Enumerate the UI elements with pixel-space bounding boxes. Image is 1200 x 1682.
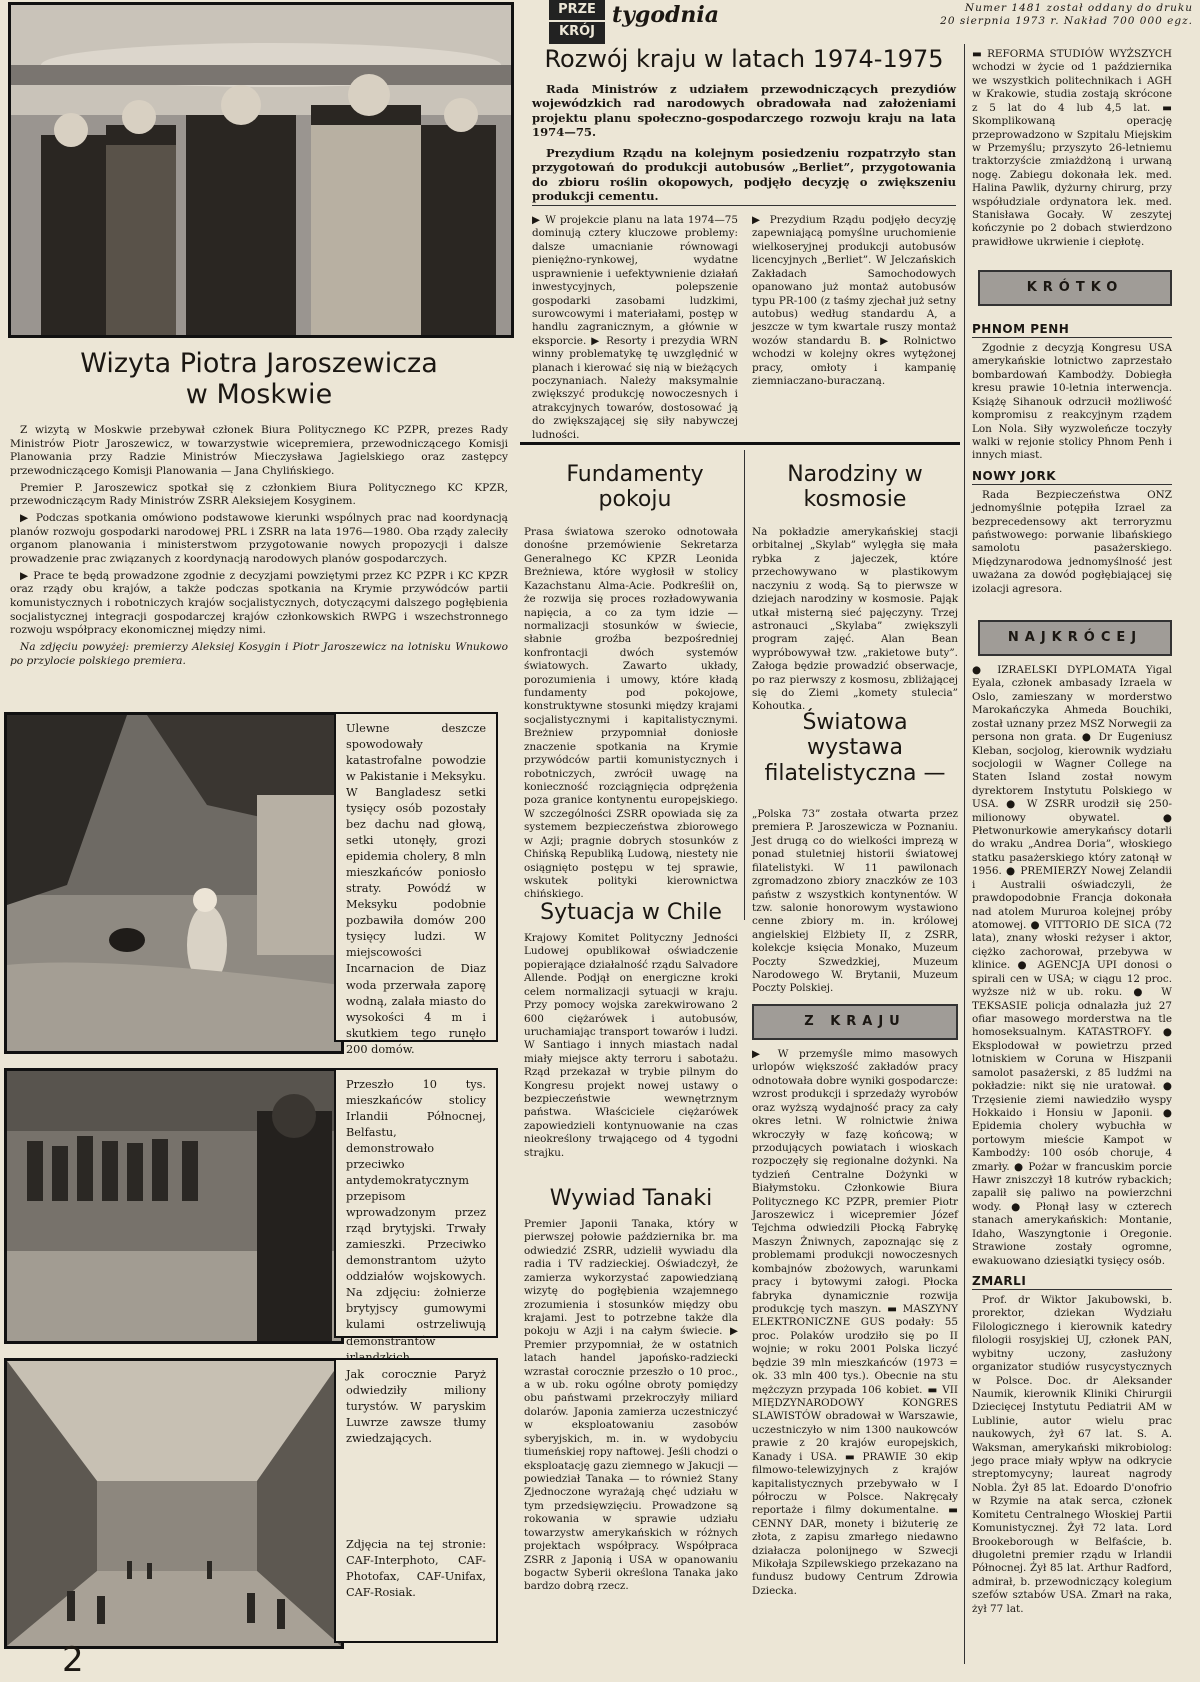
development-column-1: ▶ W projekcie planu na lata 1974—75 dominują cztery kluczowe problemy: dalsze umacnianie równowagi pieniężno-rynkowej, wydatne usprawnienie i uefektywnienie działań inwestycyjnych, polepszenie gospodarki zasobami ludzkimi, surowcowymi i materiałami, postęp w handlu zagranicznym, a głównie w eksporcie. ▶ Resorty i prezydia WRN winny problematykę tę uwzględnić w planach i kierować się nią w bieżących poczynaniach. Należy maksymalnie zwiększyć produkcję nowoczesnych i atrakcyjnych towarów, dostosować ją do zwiększającej się siły nabywczej ludności. — [532, 214, 738, 441]
phnom-penh-heading: PHNOM PENH — [972, 322, 1172, 338]
najkrocej-banner: NAJKRÓCEJ — [978, 620, 1172, 656]
logo-top: PRZE — [549, 0, 605, 22]
foundations-title: Fundamenty pokoju — [566, 462, 704, 513]
issue-line-2: 20 sierpnia 1973 r. Nakład 700 000 egz. — [940, 15, 1193, 28]
issue-info — [888, 2, 1193, 28]
visit-article — [10, 340, 508, 700]
development-lead-2: Prezydium Rządu na kolejnym posiedzeniu rozpatrzyło stan przygotowań do produkcji autobusów „Berliet”, przygotowania do zbioru roślin okopowych, podjęło decyzję o zwiększeniu produkcji cementu. — [532, 146, 956, 204]
foundations-text: Prasa światowa szeroko odnotowała donośne przemówienie Sekretarza Generalnego KC KPZR Leonida Breżniewa, które wygłosił w stolicy Kazachstanu Alma-Acie. Podkreślił on, że rozwija się proces rozładowywania napięcia, a co za tym idzie — normalizacji stosunków w świecie, słabnie groźba bezpośredniej konfrontacji dwóch systemów światowych. Zawarto układy, porozumienia i umowy, które kładą fundamenty pod pokojowe, konstruktywne stosunki między krajami socjalistycznymi i kapitalistycznymi. Breżniew przypomniał doniosłe znaczenie spotkania na Krymie przywódców partii komunistycznych i robotniczych, zwrócił uwagę na konieczność rozciągnięcia odprężenia poza granice kontynentu europejskiego. W szczególności ZSRR opowiada się za systemem bezpieczeństwa zbiorowego w Azji; pragnie dobrych stosunków z Chińską Republiką Ludową, niestety nie osiągnięto postępu w tej sprawie, wskutek polityki kierownictwa chińskiego. — [524, 526, 738, 901]
philately-text: „Polska 73” została otwarta przez premiera P. Jaroszewicza w Poznaniu. Jest drugą co do wielkości imprezą w ponad stuletniej historii światowej filatelistyki. W 11 pawilonach zgromadzono zbiory znaczków ze 103 państw z wszystkich kontynentów. W tzw. salonie honorowym wystawiono cenne zbiory m. in. królowej angielskiej Elżbiety II, z ZSRR, kolekcje księcia Monako, Muzeum Poczty Szwedzkiej, Muzeum Narodowego W. Brytanii, Muzeum Poczty Polskiej. — [752, 808, 958, 995]
photo-credits: Zdjęcia na tej stronie: CAF-Interphoto, CAF-Photofax, CAF-Unifax, CAF-Rosiak. — [346, 1538, 486, 1600]
masthead-subtitle: tygodnia — [612, 2, 719, 28]
caption-belfast: Przeszło 10 tys. mieszkańców stolicy Irlandii Północnej, Belfastu, demonstrowało przeciwko antydemokratycznym przepisom wprowadzonym przez rząd brytyjski. Trwały zamieszki. Przeciwko demonstrantom użyto oddziałów wojskowych. Na zdjęciu: żołnierze brytyjscy gumowymi kulami ostrzeliwują demonstrantów — [334, 1068, 498, 1338]
birthday-title: Narodziny w kosmosie — [787, 462, 923, 513]
new-york-text: Rada Bezpieczeństwa ONZ jednomyślnie potępiła Izrael za bezprecedensowy akt terroryzmu państwowego: porwanie libańskiego samolotu pasażerskiego. Międzynarodowa jednomyślność jest uważana za dowód pogłębiającej się izolacji agresora. — [972, 488, 1172, 595]
photo-louvre — [4, 1358, 344, 1649]
visit-paragraph-1: Z wizytą w Moskwie przebywał członek Biura Politycznego KC PZPR, prezes Rady Ministrów Piotr Jaroszewicz, w towarzystwie wicepremiera, przewodniczącego Komisji Planowania przy Radzie Ministrów Mieczysława Jagielskiego oraz zastępcy przewodniczącego Komisji Planowania — Jana Chylińskiego. — [10, 424, 508, 478]
issue-line-1: Numer 1481 został oddany do druku — [964, 2, 1193, 14]
photo-belfast — [4, 1068, 344, 1344]
krotko-banner: KRÓTKO — [978, 270, 1172, 306]
development-column-2: ▶ Prezydium Rządu podjęło decyzję zapewniającą pomyślne uruchomienie wielkoseryjnej produkcji autobusów licencyjnych „Berliet”. W Jelczańskich Zakładach Samochodowych opanowano już montaż autobusów typu PR-100 (z taśmy zjechał już setny autobus) według standardu A, a jeszcze w tym kwartale ruszy montaż wozów standardu B. ▶ Rolnictwo wchodzi w kolejny okres wytężonej pracy, omłoty i kampanię ziemniaczano-buraczaną. — [752, 214, 956, 388]
page-number: 2 — [62, 1640, 84, 1680]
obituaries-heading: ZMARLI — [972, 1274, 1172, 1290]
visit-title: Wizyta Piotra Jaroszewicza w Moskwie — [80, 348, 438, 411]
phnom-penh-text: Zgodnie z decyzją Kongresu USA amerykańskie lotnictwo zaprzestało bombardowań Kambodży. Dobiegła kresu prawie 10-letnia interwencja. Książę Sihanouk odrzucił możliwość kompromisu z reakcyjnym rządem Lon Nola. Siły wyzwoleńcze toczyły walki w rejonie stolicy Phnom Penh i innych miast. — [972, 342, 1172, 462]
chile-title: Sytuacja w Chile — [540, 900, 722, 925]
new-york-heading: NOWY JORK — [972, 469, 1172, 485]
obituaries-text: Prof. dr Wiktor Jakubowski, b. prorektor, dziekan Wydziału Filologicznego i kierownik katedry filologii rosyjskiej UJ, członek PAN, wybitny uczony, zasłużony organizator studiów rusycystycznych w Polsce. Doc. dr Aleksander Naumik, kierownik Kliniki Chirurgii Dziecięcej Instytutu Pediatrii AM w Lublinie, autor wielu prac naukowych, żył 67 lat. S. A. Waksman, amerykański mikrobiolog: jego prace miały wpływ na odkrycie streptomycyny; laureat nagrody Nobla. Żył 85 lat. Edoardo D'onofrio w Rzymie na atak serca, członek Komitetu Centralnego Włoskiej Partii Komunistycznej. Żył 72 lata. Lord Brookeborough w Belfaście, b. długoletni premier rządu w Irlandii Północnej. Żył 85 lat. Arthur Radford, admirał, b. przewodniczący kolegium szefów sztabów USA. Zmarł na raka, żył 77 lat. — [972, 1294, 1172, 1615]
z-kraju-banner: Z KRAJU — [752, 1004, 958, 1040]
visit-paragraph-2: Premier P. Jaroszewicz spotkał się z członkiem Biura Politycznego KC KPZR, przewodniczącym Rady Ministrów ZSRR Aleksiejem Kosyginem. — [10, 481, 508, 508]
visit-photo-caption: Na zdjęciu powyżej: premierzy Aleksiej Kosygin i Piotr Jaroszewicz na lotnisku Wnukowo po przylocie polskiego premiera. — [10, 640, 508, 667]
z-kraju-text: ▶ W przemyśle mimo masowych urlopów większość zakładów pracy odnotowała dobre wyniki gospodarcze: wzrost produkcji i sprzedaży wyrobów oraz wyższą wydajność pracy za cały okres letni. W rolnictwie żniwa wkroczyły w fazę końcową; w przodujących powiatach i wioskach rozpoczęły się regionalne dożynki. Na tydzień Centralne Dożynki w Białymstoku. Członkowie Biura Politycznego KC PZPR, premier Piotr Jaroszewicz i wicepremier Józef Tejchma odwiedzili Płocką Fabrykę Maszyn Żniwnych, zapoznając się z problemami produkcji nowoczesnych kombajnów zbożowych, warunkami pracy i bytowymi załogi. Płocka fabryka dynamicznie rozwija produkcję tych maszyn. ▬ MASZYNY ELEKTRONICZNE GUS podały: 55 proc. Polaków urodziło się po II wojnie; w roku 2001 Polska liczyć będzie 39 mln mieszkańców (1973 = ok. 33 mln 400 tys.). Obecnie na stu mężczyzn przypada 106 kobiet. ▬ VII MIĘDZYNARODOWY KONGRES SLAWISTÓW obradował w Warszawie, uczestniczyło w nim 1300 naukowców prawie z 20 krajów europejskich, Kanady i USA. ▬ PRAWIE 30 ekip filmowo-telewizyjnych z krajów kapitalistycznych przebywało w I półroczu w Polsce. Nakręcały reportaże i filmy dokumentalne. ▬ CENNY DAR, monety i biżuterię ze złota, z zapisu zmarłego niedawno działacza polonijnego w Szwecji Mikołaja Szpilewskiego przekazano na fundusz budowy Centrum Zdrowia Dziecka. — [752, 1048, 958, 1597]
visit-paragraph-3: ▶ Podczas spotkania omówiono podstawowe kierunki wspólnych prac nad koordynacją planów rozwoju gospodarki narodowej PRL i ZSRR na lata 1976—1980. Oba rządy zaleciły organom planowania i ministerstwom przygotowanie nowych propozycji i dalsze prowadzenie prac związanych z koordynacją narodowych planów gospodarczych. — [10, 512, 508, 565]
reform-text: ▬ REFORMA STUDIÓW WYŻSZYCH wchodzi w życie od 1 października we wszystkich politechnikach i AGH w Krakowie, studia zostają skrócone z 5 lat do 4 lub 4,5 lat. ▬ Skomplikowaną operację przeprowadzono w Szpitalu Miejskim w Przemyślu; przyszyto 26-letniemu traktorzyście zmiażdżoną i urwaną nogę. Zabiegu dokonała lek. med. Halina Pawlik, dyżurny chirurg, przy współudziale ordynatora lek. med. Stanisława Gocały. W zeszytej kończynie po 2 dobach stwierdzono prawidłowe ukrwienie i ciepłotę. — [972, 48, 1172, 248]
photo-kosygin-jaroszewicz — [8, 2, 514, 338]
development-title: Rozwój kraju w latach 1974-1975 — [544, 45, 944, 73]
visit-paragraph-4: ▶ Prace te będą prowadzone zgodnie z decyzjami powziętymi przez KC PZPR i KC KPZR oraz rządy obu krajów, a także podczas spotkania na Krymie przywódców partii komunistycznych i robotniczych krajów socjalistycznych, dotyczącymi dalszego pogłębienia socjalistycznej integracji gospodarczej krajów członkowskich RWPG i wszechstronnego rozwoju współpracy ekonomicznej między nimi. — [10, 569, 508, 637]
tanaka-title: Wywiad Tanaki — [549, 1186, 713, 1211]
logo-bottom: KRÓJ — [559, 24, 595, 39]
caption-floods: Ulewne deszcze spowodowały katastrofalne powodzie w Pakistanie i Meksyku. W Bangladesz setki tysięcy osób pozostały bez dachu nad głową, setki utonęły, grozi epidemia cholery, 8 mln mieszkańców poniosło straty. Powódź w Meksyku podobnie pozbawiła domów 200 tysięcy ludzi. W miejscowości Incarnacion de Diaz woda przerwała zaporę wodną, zalała miasto do wysokości 4 m i skutkiem tego runęło 200 domów. — [334, 712, 498, 1042]
najkrocej-text: ● IZRAELSKI DYPLOMATA Yigal Eyala, członek ambasady Izraela w Oslo, zamieszany w morderstwo Marokańczyka Ahmeda Bouchiki, został uznany przez MSZ Norwegii za persona non grata. ● Dr Eugeniusz Kleban, socjolog, kierownik wydziału socjologii w Wagner College na Staten Island został nowym dyrektorem Instytutu Polskiego w USA. ● W ZSRR urodził się 250-milionowy obywatel. ● Płetwonurkowie amerykańscy dotarli do wraku „Andrea Doria”, włoskiego statku pasażerskiego który zatonął w 1956. ● PREMIERZY Nowej Zelandii i Australii oświadczyli, że prawdopodobnie Francja dokonała nad atolem Mururoa kolejnej próby atomowej. ● VITTORIO DE SICA (72 lata), znany włoski reżyser i aktor, ciężko zachorował, przebywa w klinice. ● AGENCJA UPI donosi o spirali cen w USA; w ciągu 12 proc. wyższe niż w ub. roku. ● W TEKSASIE policja odnalazła już 27 ofiar masowego morderstwa na tle homoseksualnym. KATASTROFY. ● Eksplodował w powietrzu przed lotniskiem w Coruna w Hiszpanii samolot pasażerski, z 85 ludźmi na pokładzie: nikt się nie uratował. ● Trzęsienie ziemi nawiedziło wyspy Hokkaido i Honsiu w Japonii. ● Epidemia cholery wybuchła w portowym mieście Kampot w Kambodży: 100 osób choruje, 4 zmarły. ● Pożar w francuskim porcie Hawr zniszczył 18 kutrów rybackich; zapalił się paliwo na powierzchni wody. ● Płonął lasy w czterech stanach amerykańskich: Montanie, Idaho, Waszyngtonie i Oregonie. Strawione zostały ogromne, ewakuowano dziesiątki tysięcy osób. — [972, 664, 1172, 1267]
tanaka-text: Premier Japonii Tanaka, który w pierwszej połowie października br. ma odwiedzić ZSRR, udzielił wywiadu dla radia i TV radzieckiej. Oświadczył, że zamierza wykorzystać zapowiedzianą wizytę do pogłębienia wzajemnego zrozumienia i stosunków między obu krajami. Jest to potrzebne także dla pokoju w Azji i na całym świecie. ▶ Premier przypomniał, że w ostatnich latach handel japońsko-radziecki wzrastał corocznie przeszło o 10 proc., a w ub. roku ogólne obroty pomiędzy obu państwami przekroczyły miliard dolarów. Japonia zamierza uczestniczyć w eksploatowaniu zasobów syberyjskich, m. in. w wydobyciu tiumeńskiej ropy naftowej. Jeśli chodzi o eksploatację gazu ziemnego w Jakucji — powiedział Tanaka — to również Stany Zjednoczone wyrażają chęć udziału w tym przedsięwzięciu. Prowadzone są rokowania w sprawie udziału towarzystw amerykańskich w różnych projektach współpracy. Współpraca ZSRR z Japonią i USA w opanowaniu bogactw Syberii określona Tanaka jako bardzo dobrą rzecz. — [524, 1218, 738, 1593]
caption-louvre — [334, 1358, 498, 1643]
development-lead-1: Rada Ministrów z udziałem przewodniczących prezydiów wojewódzkich rad narodowych obradowała nad założeniami projektu planu społeczno-gospodarczego rozwoju kraju na lata 1974—75. — [532, 82, 956, 140]
chile-text: Krajowy Komitet Polityczny Jedności Ludowej opublikował oświadczenie popierające działalność rządu Salvadore Allende. Podjął on energiczne kroki celem normalizacji sytuacji w kraju. Przy pomocy wojska zarekwirowano 2 600 ciężarówek i autobusów, uruchamiając transport towarów i ludzi. W Santiago i innych miastach nadal miały miejsce akty terroru i sabotażu. Rząd przekazał w trybie pilnym do Kongresu projekt nowej ustawy o bezpieczeństwie wewnętrznym państwa. Właściciele ciężarówek zapowiedzieli kontynuowanie na czas nieokreślony trwającego od 4 tygodni strajku. — [524, 932, 738, 1159]
obituaries — [972, 1268, 1172, 1663]
birthday-text: Na pokładzie amerykańskiej stacji orbitalnej „Skylab” wylęgła się mała rybka z jajeczek, które przechowywano w plastikowym naczyniu z wodą. Są to pierwsze w dziejach narodziny w kosmosie. Pająk utkał misterną sieć pajęczyny. Trzej astronauci „Skylaba” zwiększyli program zajęć. Alan Bean wypróbowywał tzw. „rakietowe buty”. Załoga będzie prowadzić obserwacje, po raz pierwszy z kosmosu, zbliżającej się do Ziemi „komety stulecia” Kohoutka. — [752, 526, 958, 713]
logo — [549, 0, 605, 44]
right-column-news — [972, 316, 1172, 626]
philately-title: Światowa wystawa filatelistyczna — — [764, 710, 946, 786]
caption-louvre-text: Jak corocznie Paryż odwiedziły miliony turystów. W paryskim Luwrze zawsze tłumy zwiedzających. — [346, 1368, 486, 1446]
photo-floods — [4, 712, 344, 1054]
